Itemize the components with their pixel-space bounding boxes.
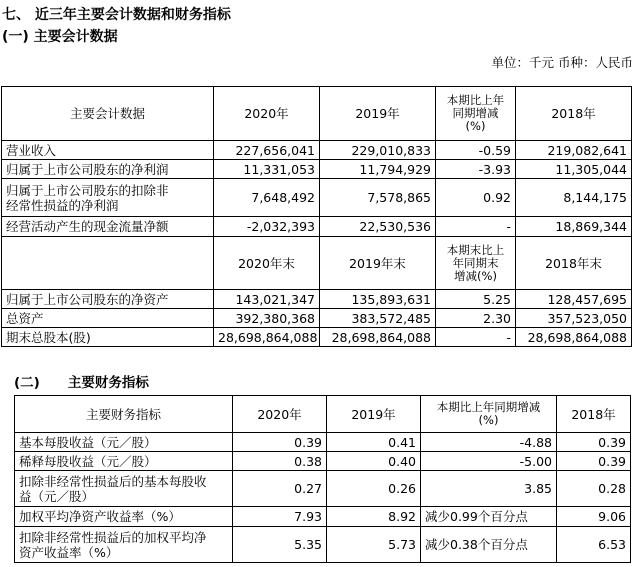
section-title: 七、 近三年主要会计数据和财务指标 (2, 7, 231, 23)
table-row: 总资产 392,380,368 383,572,485 2.30 357,523,050 (2, 309, 632, 328)
table-row: 归属于上市公司股东的净利润 11,331,053 11,794,929 -3.93 11,305,044 (2, 160, 632, 179)
header-item: 主要会计数据 (2, 87, 214, 141)
table-header-row-period-end (2, 237, 632, 290)
header-2020: 2020年 (214, 87, 320, 141)
header-2018-end: 2018年末 (516, 237, 632, 290)
table-header-row (15, 396, 631, 433)
header-2019-end: 2019年末 (320, 237, 436, 290)
table-row: 扣除非经常性损益后的基本每股收 益（元／股） 0.27 0.26 3.85 0.28 (15, 471, 631, 507)
header-2019: 2019年 (320, 87, 436, 141)
subsection-title-accounting-data: (一) 主要会计数据 (2, 29, 118, 45)
table-row: 经营活动产生的现金流量净额 -2,032,393 22,530,536 - 18,869,344 (2, 217, 632, 237)
table-row: 期末总股本(股) 28,698,864,088 28,698,864,088 - 28,698,864,088 (2, 328, 632, 347)
header-item: 主要财务指标 (15, 396, 233, 433)
header-2018: 2018年 (516, 87, 632, 141)
table-row: 营业收入 227,656,041 229,010,833 -0.59 219,082,641 (2, 141, 632, 160)
accounting-data-table (1, 86, 632, 347)
table-row: 归属于上市公司股东的扣除非 经常性损益的净利润 7,648,492 7,578,865 0.92 8,144,175 (2, 179, 632, 217)
table-row: 加权平均净资产收益率（%） 7.93 8.92 减少0.99个百分点 9.06 (15, 507, 631, 527)
header-change: 本期比上年同期增减 (%) (421, 396, 557, 433)
header-2018: 2018年 (557, 396, 631, 433)
header-change: 本期比上年 同期增减 (%) (436, 87, 516, 141)
header-change-end: 本期末比上 年同期末 增减(%) (436, 237, 516, 290)
table-row: 稀释每股收益（元／股） 0.38 0.40 -5.00 0.39 (15, 452, 631, 471)
table-row: 基本每股收益（元／股） 0.39 0.41 -4.88 0.39 (15, 433, 631, 452)
table-row: 归属于上市公司股东的净资产 143,021,347 135,893,631 5.25 128,457,695 (2, 290, 632, 309)
table-header-row (2, 87, 632, 141)
table-row: 扣除非经常性损益后的加权平均净 资产收益率（%） 5.35 5.73 减少0.38个百分点 6.53 (15, 527, 631, 563)
financial-indicators-table (14, 395, 631, 563)
subsection-title-financial-indicators: (二) 主要财务指标 (14, 375, 149, 391)
unit-currency-note: 单位：千元 币种：人民币 (491, 55, 633, 70)
header-2020-end: 2020年末 (214, 237, 320, 290)
header-2019: 2019年 (327, 396, 421, 433)
header-2020: 2020年 (233, 396, 327, 433)
